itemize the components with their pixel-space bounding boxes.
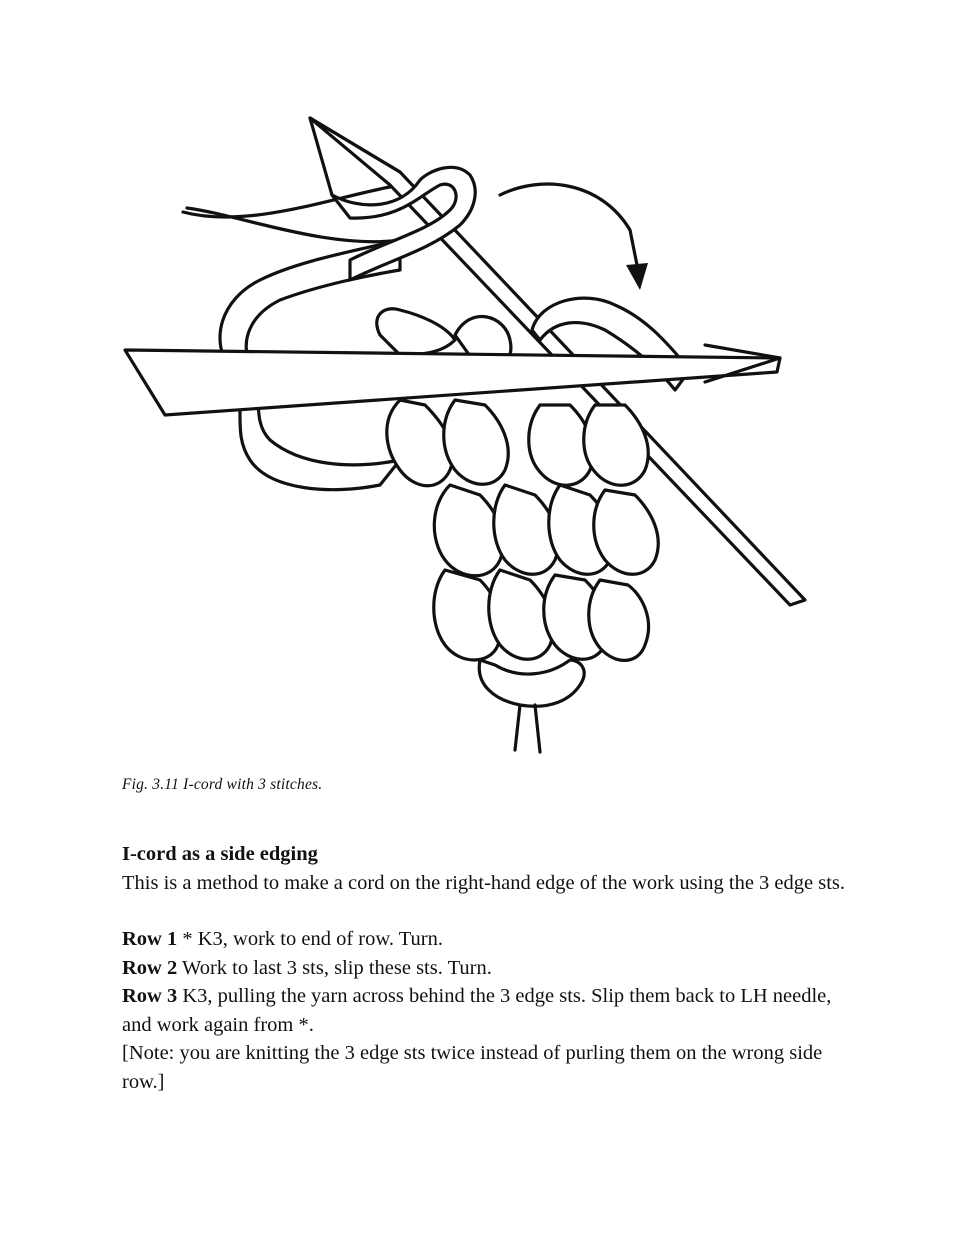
row-3-text: K3, pulling the yarn across behind the 3 edge sts. Slip them back to LH needle, and work again from *.	[122, 985, 832, 1036]
cord-bottom	[479, 660, 584, 706]
arrow-head	[626, 263, 648, 290]
spacer	[122, 897, 862, 925]
figure-caption: Fig. 3.11 I-cord with 3 stitches.	[122, 776, 323, 793]
yarn-end	[515, 705, 540, 752]
note: [Note: you are knitting the 3 edge sts twice instead of purling them on the wrong side row.]	[122, 1042, 823, 1093]
section-intro: This is a method to make a cord on the right-hand edge of the work using the 3 edge sts.	[122, 871, 846, 894]
row-2	[122, 954, 862, 983]
icord-figure	[100, 100, 820, 780]
row-2-label: Row 2	[122, 956, 178, 979]
stitch-loop	[377, 309, 455, 355]
row-1-text: * K3, work to end of row. Turn.	[177, 928, 443, 950]
section-heading: I-cord as a side edging	[122, 843, 318, 865]
cord-stitch	[444, 400, 508, 484]
body-text	[122, 840, 862, 1096]
row-3	[122, 982, 862, 1039]
row-3-label: Row 3	[122, 985, 178, 1007]
icord-illustration	[100, 100, 820, 780]
cord-stitch	[584, 405, 648, 485]
row-1-label: Row 1	[122, 928, 178, 950]
curved-arrow-icon	[500, 184, 638, 270]
row-1	[122, 925, 862, 954]
row-2-text: Work to last 3 sts, slip these sts. Turn.	[177, 956, 492, 979]
